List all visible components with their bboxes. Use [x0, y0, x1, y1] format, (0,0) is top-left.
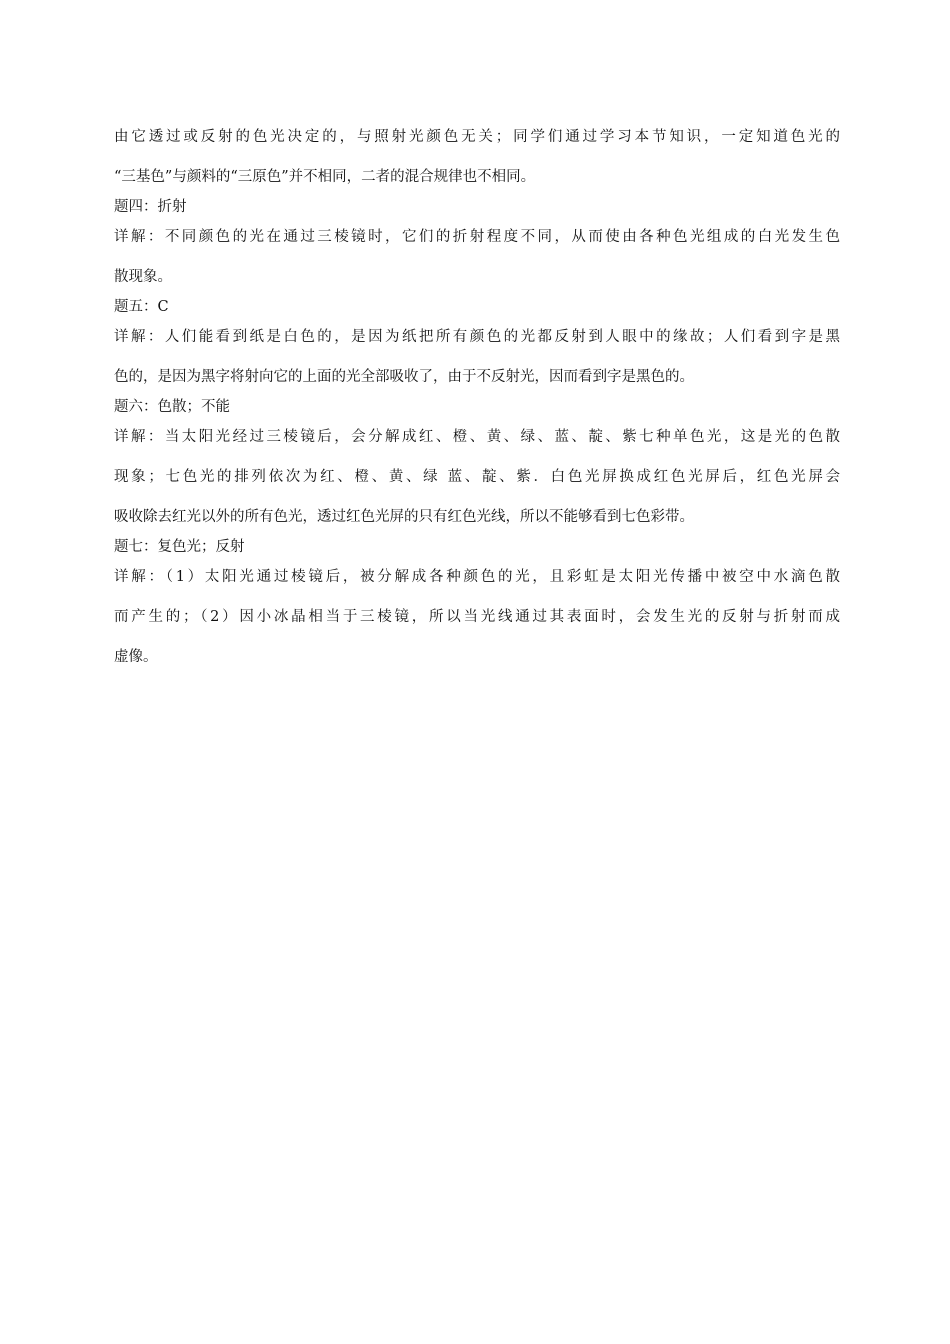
text-line: 由它透过或反射的色光决定的，与照射光颜色无关；同学们通过学习本节知识，一定知道色光的 [114, 129, 840, 145]
text-line: 详解：人们能看到纸是白色的，是因为纸把所有颜色的光都反射到人眼中的缘故；人们看到字是黑 [114, 329, 840, 345]
text-line: “三基色”与颜料的“三原色”并不相同，二者的混合规律也不相同。 [114, 169, 536, 185]
text-line: 吸收除去红光以外的所有色光，透过红色光屏的只有红色光线，所以不能够看到七色彩带。 [114, 509, 694, 525]
text-line: 详解：（1）太阳光通过棱镜后，被分解成各种颜色的光，且彩虹是太阳光传播中被空中水滴色散 [114, 569, 840, 585]
question-heading: 题五：C [114, 299, 169, 315]
text-line: 而产生的；（2）因小冰晶相当于三棱镜，所以当光线通过其表面时，会发生光的反射与折射而成 [114, 609, 840, 625]
text-line: 现象；七色光的排列依次为红、橙、黄、绿 蓝、靛、紫．白色光屏换成红色光屏后，红色光屏会 [114, 469, 840, 485]
text-line: 详解：不同颜色的光在通过三棱镜时，它们的折射程度不同，从而使由各种色光组成的白光发生色 [114, 229, 840, 245]
text-line: 虚像。 [114, 649, 158, 665]
text-line: 散现象。 [114, 269, 172, 285]
question-heading: 题七：复色光；反射 [114, 539, 245, 555]
question-heading: 题四：折射 [114, 199, 187, 215]
question-heading: 题六：色散；不能 [114, 399, 230, 415]
answer-text-block [114, 122, 840, 672]
text-line: 色的，是因为黑字将射向它的上面的光全部吸收了，由于不反射光，因而看到字是黑色的。 [114, 369, 694, 385]
text-line: 详解：当太阳光经过三棱镜后，会分解成红、橙、黄、绿、蓝、靛、紫七种单色光，这是光的色散 [114, 429, 840, 445]
